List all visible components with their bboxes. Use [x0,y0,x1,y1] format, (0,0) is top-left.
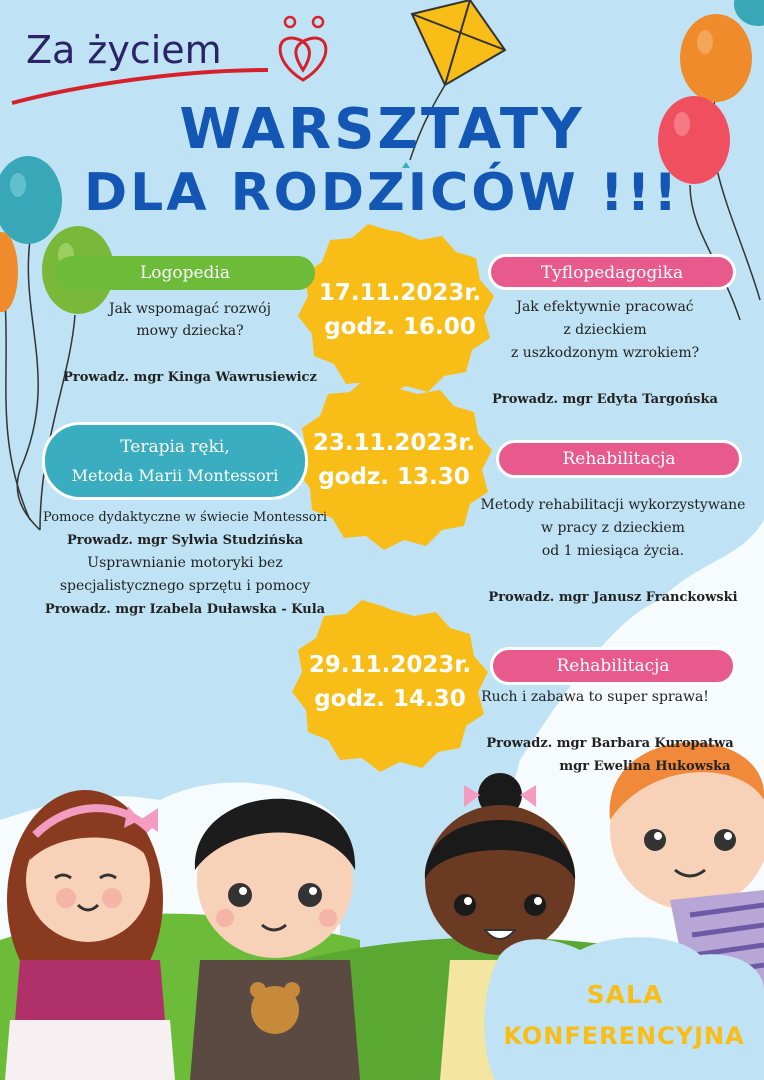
session-3-time: godz. 14.30 [314,686,466,712]
page-title-line1: WARSZTATY [179,97,585,162]
rehab1-desc-1: Metody rehabilitacji wykorzystywane [480,497,746,513]
logopedia-lead: Prowadz. mgr Kinga Wawrusiewicz [63,370,317,385]
tag-rehabilitacja-1: Rehabilitacja [496,440,742,478]
terapia-desc-3: specjalistycznego sprzętu i pomocy [59,578,311,594]
logo-heart-icon [280,17,326,80]
rehab1-lead: Prowadz. mgr Janusz Franckowski [488,590,738,605]
logopedia-desc-2: mowy dziecka? [136,323,244,339]
location-line-1: SALA [586,980,664,1009]
session-1-time: godz. 16.00 [324,314,476,340]
terapia-desc-2: Usprawnianie motoryki bez [87,555,283,571]
session-1-date: 17.11.2023r. [318,280,482,306]
page-title-line2: DLA RODZICÓW !!! [83,163,681,223]
session-3-date: 29.11.2023r. [308,652,472,678]
session-2-date: 23.11.2023r. [312,430,476,456]
rehab2-lead-1: Prowadz. mgr Barbara Kuropatwa [486,736,734,751]
tyflo-desc-2: z dzieckiem [563,322,647,338]
tag-tyflopedagogika: Tyflopedagogika [488,254,736,290]
terapia-desc-1: Pomoce dydaktyczne w świecie Montessori [43,510,327,525]
rehab2-lead-2: mgr Ewelina Hukowska [559,759,731,774]
terapia-label-1: Terapia ręki, [120,437,230,457]
logopedia-desc-1: Jak wspomagać rozwój [109,301,271,317]
rehab1-desc-2: w pracy z dzieckiem [541,520,685,536]
tyflo-desc-1: Jak efektywnie pracować [516,299,694,315]
logo-text: Za życiem [26,28,222,72]
rehab1-desc-3: od 1 miesiąca życia. [541,543,685,559]
tyflo-desc-3: z uszkodzonym wzrokiem? [510,345,700,361]
rehab2-desc-1: Ruch i zabawa to super sprawa! [481,689,709,705]
tyflo-lead: Prowadz. mgr Edyta Targońska [492,392,718,407]
session-2-time: godz. 13.30 [318,464,470,490]
terapia-lead-1: Prowadz. mgr Sylwia Studzińska [66,533,304,548]
terapia-lead-2: Prowadz. mgr Izabela Duławska - Kula [44,602,326,617]
location-line-2: KONFERENCYJNA [503,1022,745,1050]
terapia-label-2: Metoda Marii Montessori [71,466,279,485]
tag-terapia-reki [42,422,308,500]
tag-logopedia: Logopedia [55,256,315,290]
tag-rehabilitacja-2: Rehabilitacja [490,647,736,685]
